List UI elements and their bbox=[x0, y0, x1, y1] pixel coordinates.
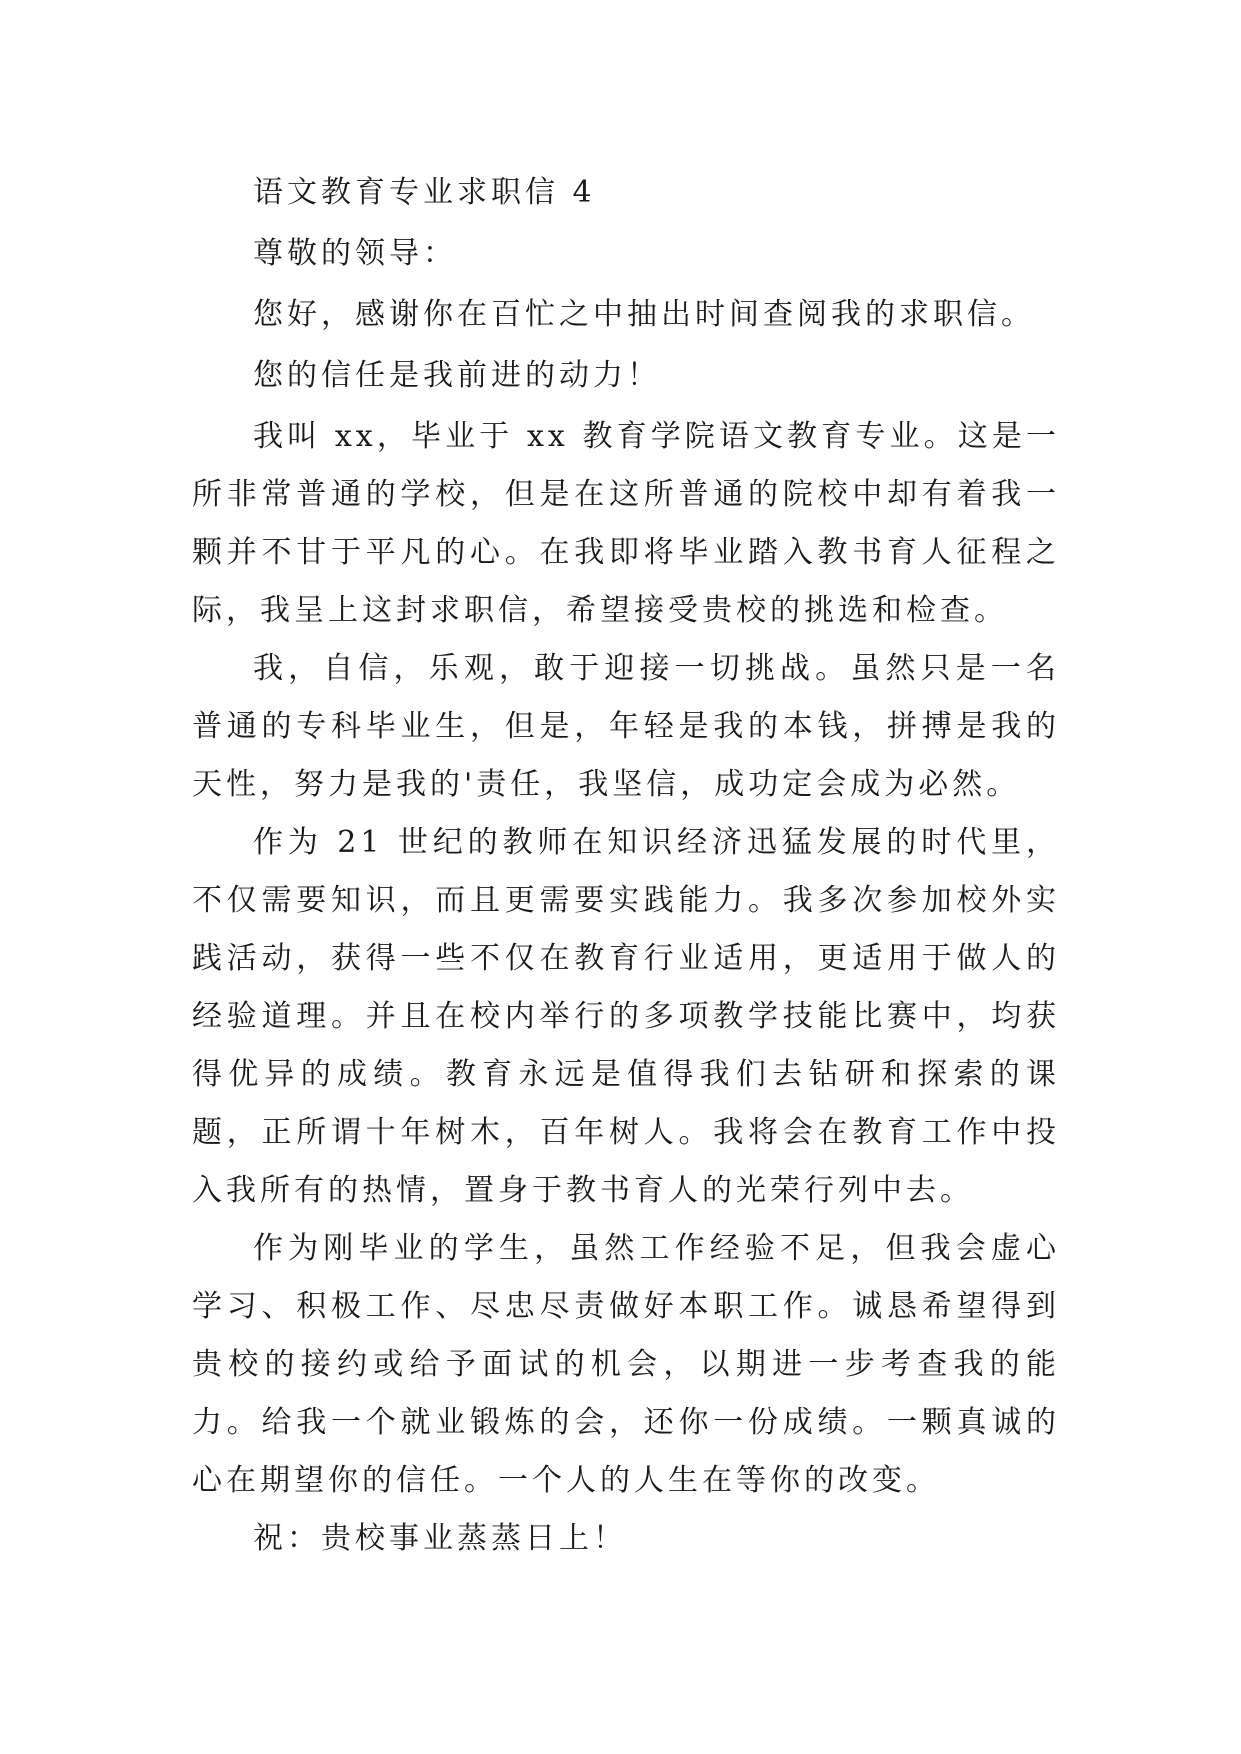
paragraph-experience: 作为 21 世纪的教师在知识经济迅猛发展的时代里，不仅需要知识，而且更需要实践能力。我多次参加校外实践活动，获得一些不仅在教育行业适用，更适用于做人的经验道理。并且在校内举行的多项教学技能比赛中，均获得优异的成绩。教育永远是值得我们去钻研和探索的课题，正所谓十年树木，百年树人。我将会在教育工作中投入我所有的热情，置身于教书育人的光荣行列中去。 bbox=[192, 825, 1060, 1208]
paragraph-personality: 我，自信，乐观，敢于迎接一切挑战。虽然只是一名普通的专科毕业生，但是，年轻是我的本钱，拼搏是我的天性，努力是我的'责任，我坚信，成功定会成为必然。 bbox=[192, 651, 1060, 802]
paragraph-request: 作为刚毕业的学生，虽然工作经验不足，但我会虚心学习、积极工作、尽忠尽责做好本职工作。诚恳希望得到贵校的接约或给予面试的机会，以期进一步考查我的能力。给我一个就业锻炼的会，还你一份成绩。一颗真诚的心在期望你的信任。一个人的人生在等你的改变。 bbox=[192, 1231, 1060, 1498]
document-title: 语文教育专业求职信 4 bbox=[253, 175, 596, 210]
letter-page bbox=[192, 164, 1060, 1571]
paragraph-greeting: 您好，感谢你在百忙之中抽出时间查阅我的求职信。 bbox=[253, 297, 1035, 332]
paragraph-introduction: 我叫 xx，毕业于 xx 教育学院语文教育专业。这是一所非常普通的学校，但是在这所普通的院校中却有着我一颗并不甘于平凡的心。在我即将毕业踏入教书育人征程之际，我呈上这封求职信，希望接受贵校的挑选和检查。 bbox=[192, 419, 1060, 628]
paragraph-trust: 您的信任是我前进的动力！ bbox=[253, 358, 661, 393]
closing-wish: 祝：贵校事业蒸蒸日上！ bbox=[253, 1521, 627, 1556]
salutation: 尊敬的领导： bbox=[253, 236, 457, 271]
